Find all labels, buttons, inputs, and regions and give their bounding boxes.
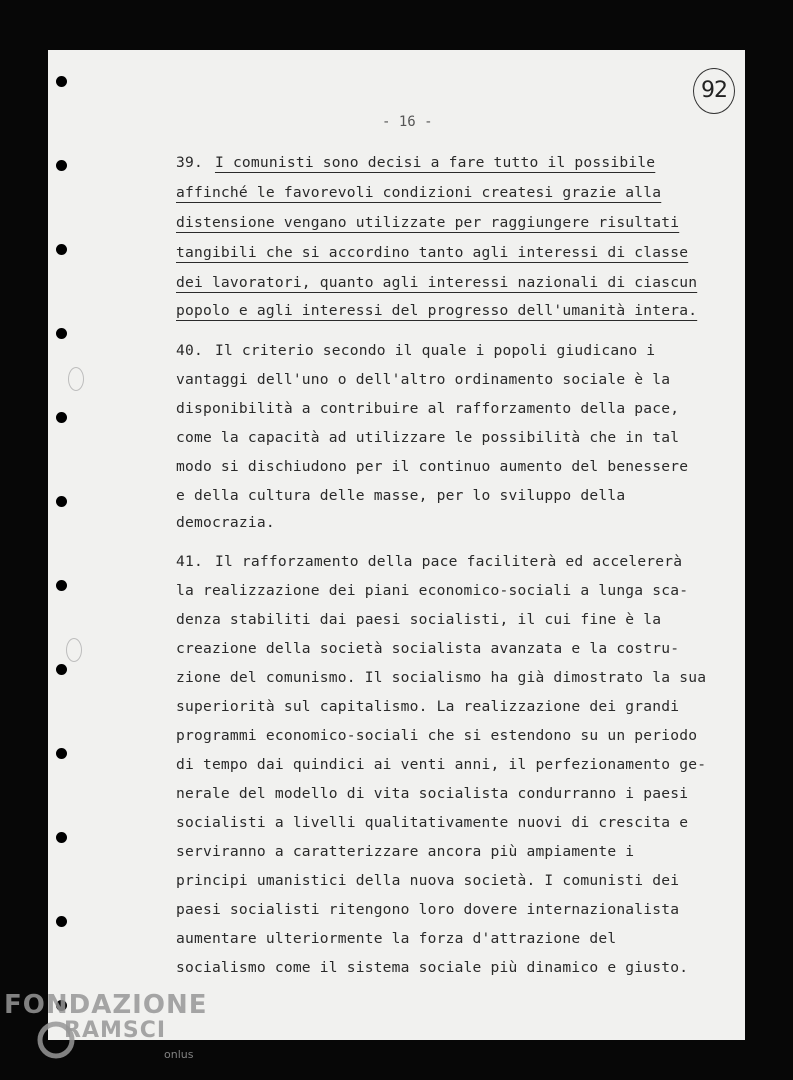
watermark-line-2: RAMSCI: [64, 1018, 167, 1043]
text-line: socialisti a livelli qualitativamente nuovi di crescita e: [176, 814, 689, 831]
punch-hole: [56, 160, 67, 171]
text-line: vantaggi dell'uno o dell'altro ordinamento sociale è la: [176, 371, 671, 388]
text-line: denza stabiliti dai paesi socialisti, il cui fine è la: [176, 611, 662, 628]
paragraph-number: 39.: [176, 154, 203, 171]
margin-hole-trace: [68, 367, 84, 391]
line-text: Il criterio secondo il quale i popoli giudicano i: [214, 342, 656, 359]
text-line: di tempo dai quindici ai venti anni, il perfezionamento ge-: [176, 756, 707, 773]
text-line: modo si dischiudono per il continuo aumento del benessere: [176, 458, 689, 475]
text-line: tangibili che si accordino tanto agli interessi di classe: [176, 244, 689, 261]
punch-hole: [56, 832, 67, 843]
text-line: disponibilità a contribuire al rafforzamento della pace,: [176, 400, 680, 417]
punch-hole: [56, 916, 67, 927]
text-line: serviranno a caratterizzare ancora più ampiamente i: [176, 843, 635, 860]
text-line: zione del comunismo. Il socialismo ha già dimostrato la sua: [176, 669, 707, 686]
punch-hole: [56, 244, 67, 255]
text-line: socialismo come il sistema sociale più dinamico e giusto.: [176, 959, 689, 976]
punch-hole: [56, 412, 67, 423]
punch-hole: [56, 76, 67, 87]
punch-hole: [56, 328, 67, 339]
watermark-line-3: onlus: [164, 1048, 194, 1061]
text-line: [176, 553, 682, 570]
line-text: Il rafforzamento della pace faciliterà ed accelererà: [214, 553, 683, 570]
page-number: - 16 -: [382, 114, 433, 130]
text-line: democrazia.: [176, 514, 275, 531]
text-line: popolo e agli interessi del progresso dell'umanità intera.: [176, 302, 698, 319]
text-line: dei lavoratori, quanto agli interessi nazionali di ciascun: [176, 274, 698, 291]
text-line: superiorità sul capitalismo. La realizzazione dei grandi: [176, 698, 680, 715]
punch-hole: [56, 496, 67, 507]
punch-hole: [56, 580, 67, 591]
text-line: distensione vengano utilizzate per raggiungere risultati: [176, 214, 680, 231]
punch-hole: [56, 664, 67, 675]
text-line: creazione della società socialista avanzata e la costru-: [176, 640, 680, 657]
text-line: [176, 154, 655, 171]
paragraph-number: 40.: [176, 342, 203, 359]
text-line: affinché le favorevoli condizioni createsi grazie alla: [176, 184, 662, 201]
text-line: e della cultura delle masse, per lo sviluppo della: [176, 487, 626, 504]
punch-hole: [56, 748, 67, 759]
text-line: programmi economico-sociali che si estendono su un periodo: [176, 727, 698, 744]
text-line: principi umanistici della nuova società. I comunisti dei: [176, 872, 680, 889]
text-line: come la capacità ad utilizzare le possibilità che in tal: [176, 429, 680, 446]
paragraph-number: 41.: [176, 553, 203, 570]
text-line: paesi socialisti ritengono loro dovere internazionalista: [176, 901, 680, 918]
archive-number: 92: [693, 68, 735, 114]
margin-hole-trace: [66, 638, 82, 662]
watermark-line-1: FONDAZIONE: [4, 990, 208, 1020]
text-line: [176, 342, 655, 359]
line-text: I comunisti sono decisi a fare tutto il possibile: [214, 154, 656, 171]
foundation-watermark-logo: [4, 990, 208, 1070]
text-line: nerale del modello di vita socialista condurranno i paesi: [176, 785, 689, 802]
text-line: aumentare ulteriormente la forza d'attrazione del: [176, 930, 617, 947]
text-line: la realizzazione dei piani economico-sociali a lunga sca-: [176, 582, 689, 599]
